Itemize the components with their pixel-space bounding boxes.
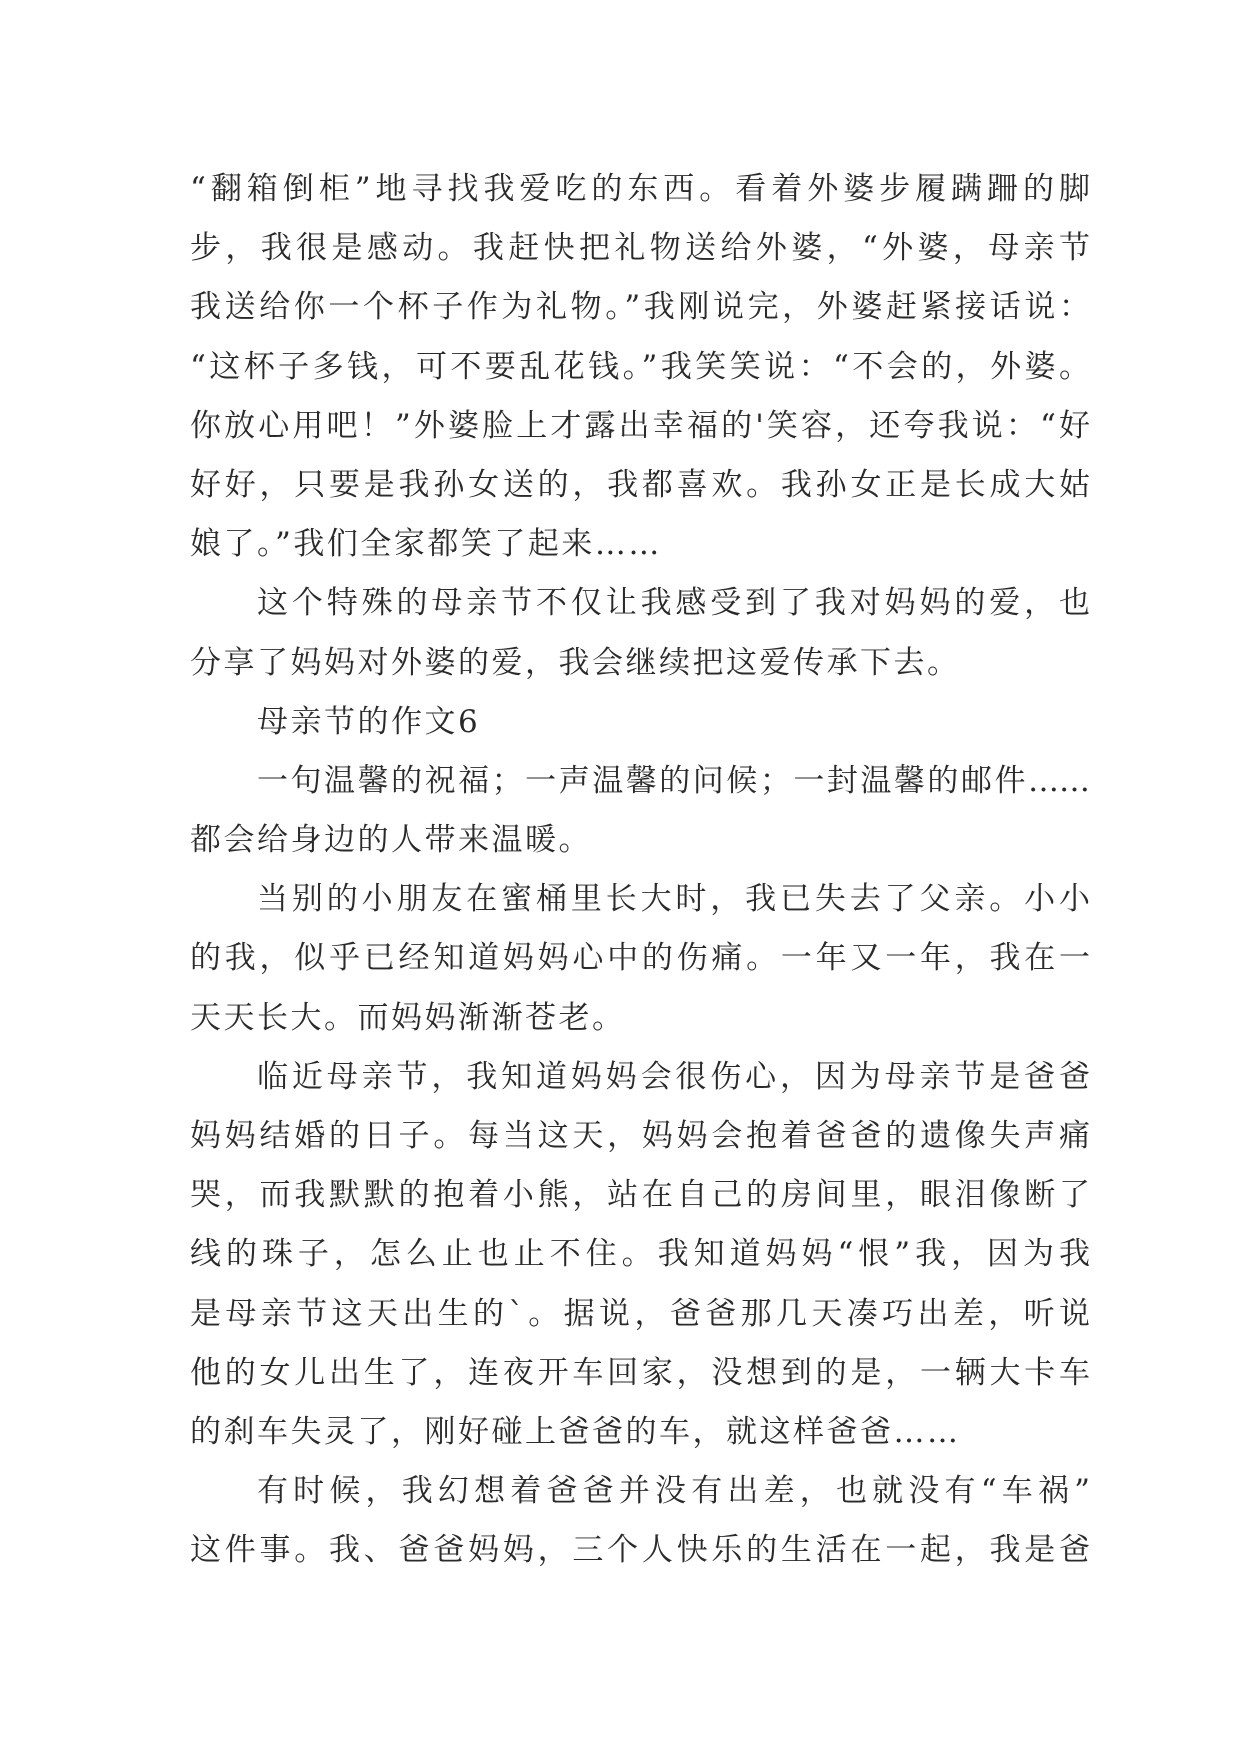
- text-line: 我送给你一个杯子作为礼物。”我刚说完，外婆赶紧接话说：: [190, 289, 1090, 326]
- text-line: 他的女儿出生了，连夜开车回家，没想到的是，一辆大卡车: [190, 1354, 1090, 1391]
- essay-heading: 母亲节的作文6: [257, 703, 481, 740]
- document-body: [190, 160, 1090, 1581]
- text-line: 步，我很是感动。我赶快把礼物送给外婆，“外婆，母亲节: [190, 230, 1090, 267]
- text-line: 你放心用吧！”外婆脸上才露出幸福的'笑容，还夸我说：“好: [190, 407, 1090, 444]
- text-line: 的刹车失灵了，刚好碰上爸爸的车，就这样爸爸……: [190, 1413, 961, 1450]
- text-line: 天天长大。而妈妈渐渐苍老。: [190, 999, 626, 1036]
- text-line: 哭，而我默默的抱着小熊，站在自己的房间里，眼泪像断了: [190, 1177, 1090, 1214]
- text-line: 妈妈结婚的日子。每当这天，妈妈会抱着爸爸的遗像失声痛: [190, 1118, 1090, 1154]
- text-line: “这杯子多钱，可不要乱花钱。”我笑笑说：“不会的，外婆。: [190, 348, 1090, 385]
- paragraph-start: 当别的小朋友在蜜桶里长大时，我已失去了父亲。小小: [257, 881, 1090, 918]
- text-line: 线的珠子，怎么止也止不住。我知道妈妈“恨”我，因为我: [190, 1236, 1090, 1273]
- paragraph-start: 一句温馨的祝福；一声温馨的问候；一封温馨的邮件……: [257, 762, 1090, 799]
- paragraph-start: 有时候，我幻想着爸爸并没有出差，也就没有“车祸”: [257, 1473, 1090, 1510]
- text-line: “翻箱倒柜”地寻找我爱吃的东西。看着外婆步履蹒跚的脚: [190, 171, 1090, 207]
- text-line: 好好，只要是我孙女送的，我都喜欢。我孙女正是长成大姑: [190, 466, 1090, 503]
- text-line: 分享了妈妈对外婆的爱，我会继续把这爱传承下去。: [190, 644, 961, 681]
- text-line: 娘了。”我们全家都笑了起来……: [190, 526, 662, 563]
- paragraph-start: 这个特殊的母亲节不仅让我感受到了我对妈妈的爱，也: [257, 585, 1090, 622]
- text-line: 都会给身边的人带来温暖。: [190, 822, 592, 859]
- text-line: 这件事。我、爸爸妈妈，三个人快乐的生活在一起，我是爸: [190, 1532, 1090, 1569]
- text-line: 的我，似乎已经知道妈妈心中的伤痛。一年又一年，我在一: [190, 940, 1090, 977]
- text-line: 是母亲节这天出生的`。据说，爸爸那几天凑巧出差，听说: [190, 1295, 1090, 1332]
- paragraph-start: 临近母亲节，我知道妈妈会很伤心，因为母亲节是爸爸: [257, 1058, 1090, 1095]
